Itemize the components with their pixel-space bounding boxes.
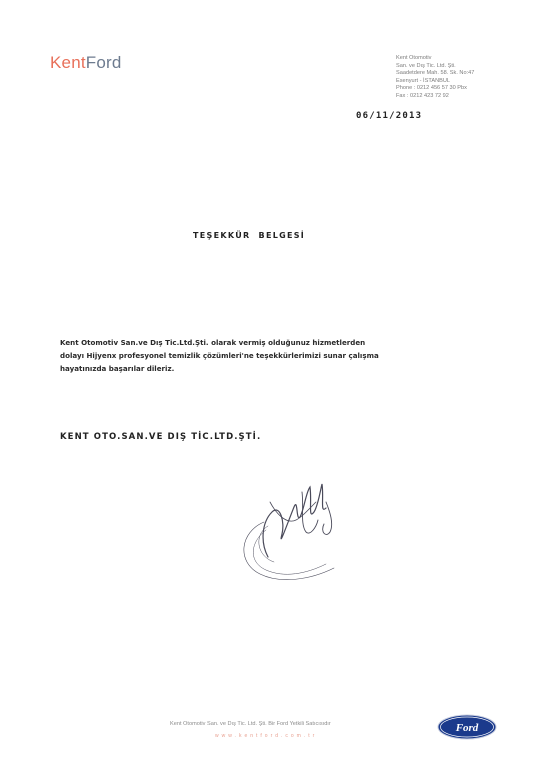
logo-kent-text: Kent xyxy=(50,53,86,72)
footer-dealer-line: Kent Otomotiv San. ve Dış Tic. Ltd. Şti. Bir Ford Yetkili Satıcısıdır xyxy=(170,721,331,727)
address-line: Esenyurt - İSTANBUL xyxy=(396,77,450,84)
document-title: TEŞEKKÜR BELGESİ xyxy=(193,231,306,240)
body-line: dolayı Hijyenx profesyonel temizlik çözümleri'ne teşekkürlerimizi sunar çalışma xyxy=(60,351,379,361)
handwritten-signature xyxy=(230,462,350,587)
body-line: hayatınızda başarılar dileriz. xyxy=(60,364,175,374)
document-date: 06/11/2013 xyxy=(356,111,423,121)
address-line: Saadetdere Mah. 58. Sk. No:47 xyxy=(396,70,475,77)
address-line: Kent Otomotiv xyxy=(396,55,432,61)
company-signature-name: KENT OTO.SAN.VE DIŞ TİC.LTD.ŞTİ. xyxy=(60,432,262,442)
kentford-logo xyxy=(50,53,122,73)
address-line: Phone : 0212 456 57 30 Pbx xyxy=(396,85,467,92)
address-line: San. ve Dış Tic. Ltd. Şti. xyxy=(396,62,456,69)
address-line: Fax : 0212 423 72 92 xyxy=(396,92,449,99)
body-line: Kent Otomotiv San.ve Dış Tic.Ltd.Şti. olarak vermiş olduğunuz hizmetlerden xyxy=(60,338,366,347)
sender-address-block xyxy=(396,55,474,101)
ford-logo xyxy=(437,714,497,740)
footer-website: www.kentford.com.tr xyxy=(215,733,318,739)
letter-body xyxy=(60,336,480,376)
ford-logo-text: Ford xyxy=(455,722,479,734)
logo-ford-text: Ford xyxy=(85,53,122,72)
